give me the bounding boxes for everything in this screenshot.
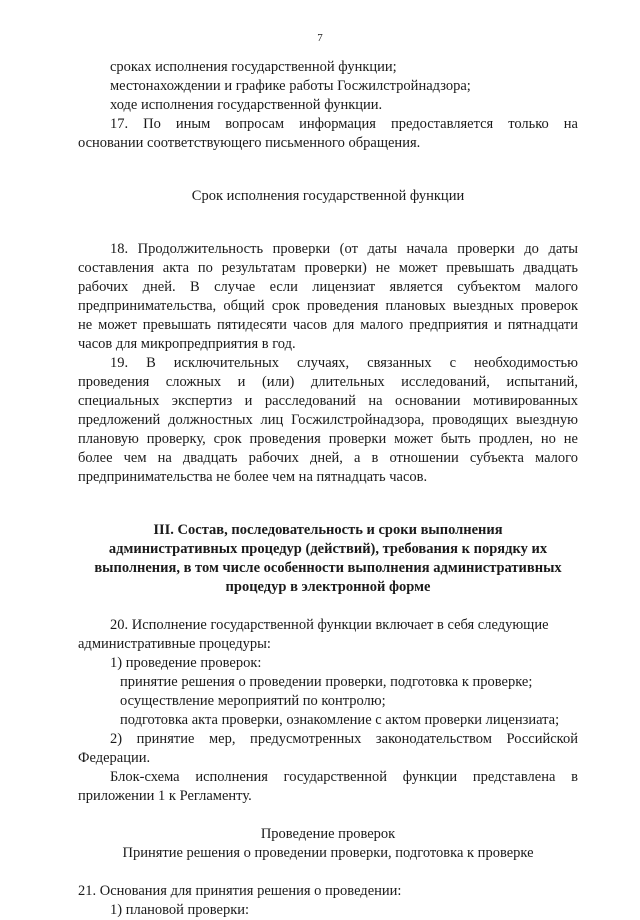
list-subitem: осуществление мероприятий по контролю; [120,693,386,709]
section-3-heading-line: процедур в электронной форме [225,579,431,595]
subsection-title: Проведение проверок [260,826,396,842]
section-3-heading-line: выполнения, в том числе особенности выполнения административных [94,560,562,576]
continuation-line: ходе исполнения государственной функции. [110,97,383,113]
paragraph-19-line: предложений должностных лиц Госжилстройнадзора, проводящих выездную [78,412,578,428]
list-subitem: подготовка акта проверки, ознакомление с актом проверки лицензиата; [120,712,560,728]
paragraph-19-line: плановую проверку, срок проведения проверки может быть продлен, но не [78,431,578,447]
paragraph-20-line: 20. Исполнение государственной функции включает в себя следующие [110,617,549,633]
paragraph-18-line: часов для микропредприятия в год. [78,336,296,352]
paragraph-19-line: проведения сложных и (или) длительных исследований, испытаний, [78,374,578,390]
paragraph-21-line: 21. Основания для принятия решения о проведении: [78,883,402,899]
list-item-continuation: Федерации. [78,750,151,766]
page-number: 7 [317,32,323,44]
paragraph-19-line: более чем на двадцать рабочих дней, а в отношении субъекта малого [78,450,578,466]
list-item: 1) проведение проверок: [110,655,262,671]
paragraph-19-line: специальных экспертиз и расследований на основании мотивированных [78,393,578,409]
list-item: 2) принятие мер, предусмотренных законодательством Российской [110,731,578,747]
block-scheme-line: приложении 1 к Регламенту. [78,788,252,804]
paragraph-17-line: 17. По иным вопросам информация предоставляется только на [110,116,578,132]
paragraph-18-line: составления акта по результатам проверки) не может превышать двадцать [78,260,578,276]
section-3-heading-line: III. Состав, последовательность и сроки выполнения [153,522,503,538]
section-term-title: Срок исполнения государственной функции [191,188,465,204]
paragraph-20-line: административные процедуры: [78,636,271,652]
paragraph-17-line: основании соответствующего письменного обращения. [78,135,421,151]
continuation-line: местонахождении и графике работы Госжилстройнадзора; [110,78,471,94]
paragraph-18-line: предпринимательства, общий срок проведения плановых выездных проверок [78,298,578,314]
paragraph-18-line: не может превышать пятидесяти часов для малого предприятия и пятнадцати [78,317,578,333]
subsection-subtitle: Принятие решения о проведении проверки, подготовка к проверке [122,845,534,861]
continuation-line: сроках исполнения государственной функции; [110,59,397,75]
block-scheme-line: Блок-схема исполнения государственной функции представлена в [110,769,578,785]
paragraph-18-line: 18. Продолжительность проверки (от даты начала проверки до даты [110,241,578,257]
paragraph-18-line: рабочих дней. В случае если лицензиат является субъектом малого [78,279,578,295]
list-item: 1) плановой проверки: [110,902,250,918]
section-3-heading-line: административных процедур (действий), требования к порядку их [108,541,548,557]
list-subitem: принятие решения о проведении проверки, подготовка к проверке; [120,674,533,690]
document-body [78,58,578,920]
paragraph-19-line: 19. В исключительных случаях, связанных с необходимостью [110,355,578,371]
paragraph-19-line: предпринимательства не более чем на пятнадцать часов. [78,469,428,485]
